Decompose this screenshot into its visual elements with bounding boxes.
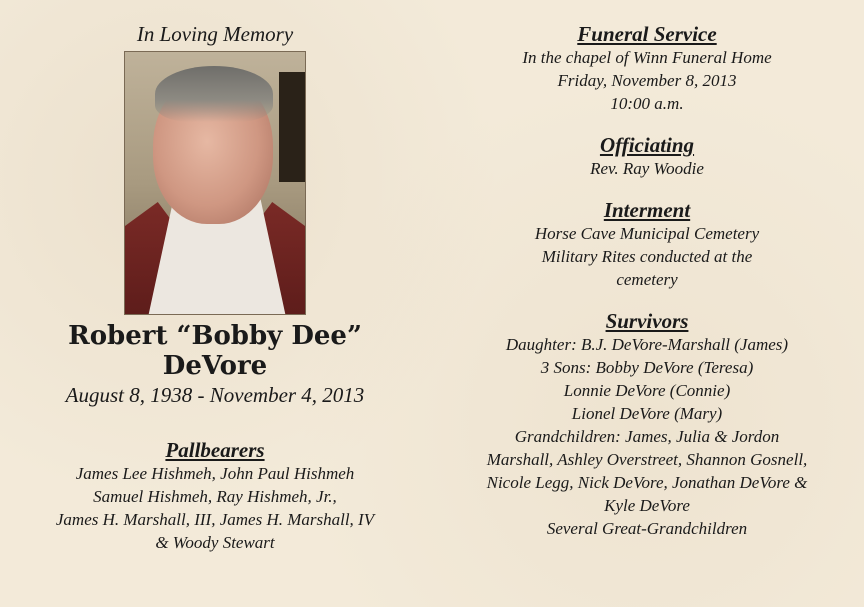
portrait-photo xyxy=(124,51,306,315)
officiating-section xyxy=(440,133,854,180)
left-column xyxy=(20,22,410,554)
funeral-line: In the chapel of Winn Funeral Home xyxy=(522,48,772,67)
survivors-line: Marshall, Ashley Overstreet, Shannon Gosnell, xyxy=(486,450,808,469)
in-loving-memory: In Loving Memory xyxy=(136,22,294,46)
survivors-heading: Survivors xyxy=(605,309,689,333)
right-column xyxy=(440,22,854,558)
funeral-line: Friday, November 8, 2013 xyxy=(557,71,737,90)
survivors-line: Nicole Legg, Nick DeVore, Jonathan DeVore & xyxy=(486,473,808,492)
interment-heading: Interment xyxy=(603,198,691,222)
interment-line: Horse Cave Municipal Cemetery xyxy=(534,224,760,243)
deceased-name: Robert “Bobby Dee” DeVore xyxy=(68,321,362,381)
officiating-line: Rev. Ray Woodie xyxy=(590,159,704,178)
pallbearers-line: & Woody Stewart xyxy=(155,533,275,552)
survivors-section xyxy=(440,309,854,540)
survivors-line: Lionel DeVore (Mary) xyxy=(571,404,723,423)
interment-line: Military Rites conducted at the xyxy=(541,247,753,266)
survivors-line: Several Great-Grandchildren xyxy=(546,519,748,538)
pallbearers-section xyxy=(20,438,410,554)
pallbearers-line: Samuel Hishmeh, Ray Hishmeh, Jr., xyxy=(93,487,337,506)
funeral-service-heading: Funeral Service xyxy=(577,22,717,46)
survivors-line: Grandchildren: James, Julia & Jordon xyxy=(514,427,780,446)
survivors-line: 3 Sons: Bobby DeVore (Teresa) xyxy=(540,358,754,377)
survivors-line: Kyle DeVore xyxy=(604,496,690,515)
interment-line: cemetery xyxy=(616,270,678,289)
officiating-heading: Officiating xyxy=(599,133,695,157)
pallbearers-line: James Lee Hishmeh, John Paul Hishmeh xyxy=(75,464,355,483)
funeral-service-section xyxy=(440,22,854,115)
survivors-line: Lonnie DeVore (Connie) xyxy=(563,381,731,400)
pallbearers-line: James H. Marshall, III, James H. Marshall, IV xyxy=(55,510,375,529)
funeral-line: 10:00 a.m. xyxy=(610,94,684,113)
interment-section xyxy=(440,198,854,291)
life-dates: August 8, 1938 - November 4, 2013 xyxy=(65,383,365,407)
survivors-line: Daughter: B.J. DeVore-Marshall (James) xyxy=(505,335,789,354)
pallbearers-heading: Pallbearers xyxy=(165,438,265,462)
